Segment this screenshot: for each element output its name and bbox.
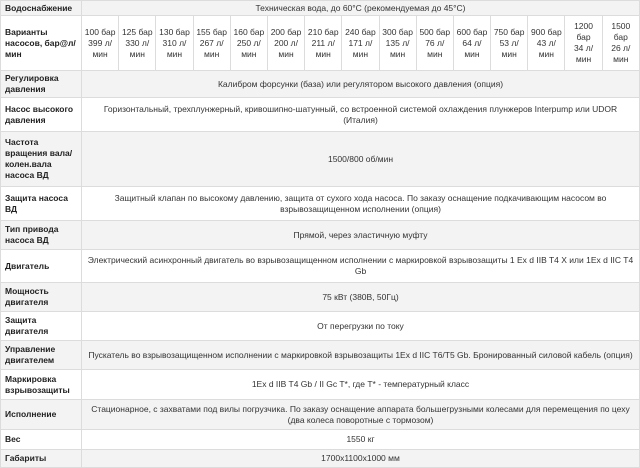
spec-value: 75 кВт (380В, 50Гц) — [82, 283, 640, 312]
spec-label: Управление двигателем — [1, 341, 82, 370]
spec-row-dimensions — [1, 450, 640, 468]
spec-value: 1700x1100x1000 мм — [82, 450, 640, 468]
pump-flow: 310 л/мин — [162, 37, 187, 59]
pump-pressure: 155 бар — [196, 26, 227, 37]
pump-flow: 330 л/мин — [125, 37, 150, 59]
pump-option-cell — [193, 16, 230, 71]
spec-label: Защита двигателя — [1, 312, 82, 341]
pump-flow: 250 л/мин — [236, 37, 261, 59]
spec-row-explosion-marking — [1, 370, 640, 400]
pump-option-cell — [416, 16, 453, 71]
spec-value: Защитный клапан по высокому давлению, защита от сухого хода насоса. По заказу оснащение подкачивающим насосом во взрывозащищенном исполнении (опция) — [82, 187, 640, 221]
pump-option-cell — [453, 16, 490, 71]
pump-pressure: 210 бар — [307, 26, 339, 37]
spec-label: Маркировка взрывозащиты — [1, 370, 82, 400]
pump-pressure: 160 бар — [233, 26, 265, 37]
pump-flow: 76 л/мин — [425, 37, 445, 59]
pump-option-cell — [528, 16, 565, 71]
spec-row-weight — [1, 430, 640, 450]
pump-pressure: 600 бар — [456, 26, 488, 37]
pump-pressure: 500 бар — [419, 26, 451, 37]
pump-option-cell — [565, 16, 602, 71]
pump-flow: 171 л/мин — [348, 37, 373, 59]
spec-label: Насос высокого давления — [1, 98, 82, 132]
pump-option-cell — [156, 16, 193, 71]
spec-row-water — [1, 1, 640, 16]
pump-option-cell — [230, 16, 267, 71]
spec-row-pump-protection — [1, 187, 640, 221]
pump-flow: 26 л/мин — [611, 43, 631, 64]
pump-flow: 53 л/мин — [499, 37, 519, 59]
pump-flow: 34 л/мин — [573, 43, 594, 64]
spec-row-pumps — [1, 16, 640, 71]
spec-row-hp-pump — [1, 98, 640, 132]
spec-value: 1Ex d IIB T4 Gb / II Gc T*, где T* - температурный класс — [82, 370, 640, 400]
spec-value: От перегрузки по току — [82, 312, 640, 341]
spec-row-shaft-speed — [1, 132, 640, 187]
spec-value: Стационарное, с захватами под вилы погрузчика. По заказу оснащение аппарата большегрузными колесами для перемещения по цеху (два колеса поворотные с тормозом) — [82, 400, 640, 430]
spec-value: Электрический асинхронный двигатель во взрывозащищенном исполнении с маркировкой взрывозащиты 1 Ex d IIB T4 X или 1Ex d IIC T4 Gb — [82, 250, 640, 283]
pump-option-cell — [82, 16, 119, 71]
pump-pressure: 1200 бар — [574, 21, 593, 42]
pump-option-cell — [119, 16, 156, 71]
pump-flow: 64 л/мин — [462, 37, 482, 59]
spec-row-drive-type — [1, 221, 640, 250]
pump-pressure: 300 бар — [382, 26, 413, 37]
pump-flow: 135 л/мин — [385, 37, 410, 59]
pump-pressure: 100 бар — [84, 26, 116, 37]
spec-value: Техническая вода, до 60°С (рекомендуемая до 45°С) — [82, 1, 640, 16]
pump-flow: 43 л/мин — [536, 37, 556, 59]
spec-row-motor-protection — [1, 312, 640, 341]
spec-label: Габариты — [1, 450, 82, 468]
spec-row-motor-control — [1, 341, 640, 370]
spec-label: Тип привода насоса ВД — [1, 221, 82, 250]
spec-row-pressure-regulation — [1, 71, 640, 98]
pump-pressure: 240 бар — [345, 26, 376, 37]
pump-pressure: 750 бар — [493, 26, 525, 37]
pump-option-cell — [602, 16, 639, 71]
spec-value: Горизонтальный, трехплунжерный, кривошипно-шатунный, со встроенной системой охлаждения плунжеров Interpump или UDOR (Италия) — [82, 98, 640, 132]
spec-label: Вес — [1, 430, 82, 450]
pump-pressure: 900 бар — [531, 26, 562, 37]
spec-row-motor-power — [1, 283, 640, 312]
pump-pressure: 200 бар — [270, 26, 302, 37]
spec-label: Водоснабжение — [1, 1, 82, 16]
pump-option-cell — [267, 16, 304, 71]
spec-label: Регулировка давления — [1, 71, 82, 98]
spec-row-motor — [1, 250, 640, 283]
pump-option-cell — [342, 16, 379, 71]
spec-value: Калибром форсунки (база) или регулятором высокого давления (опция) — [82, 71, 640, 98]
pump-pressure: 130 бар — [159, 26, 190, 37]
spec-label: Защита насоса ВД — [1, 187, 82, 221]
pump-option-cell — [305, 16, 342, 71]
spec-value: 1500/800 об/мин — [82, 132, 640, 187]
spec-row-execution — [1, 400, 640, 430]
spec-label: Исполнение — [1, 400, 82, 430]
pump-flow: 200 л/мин — [274, 37, 298, 59]
spec-value: Прямой, через эластичную муфту — [82, 221, 640, 250]
pump-flow: 211 л/мин — [311, 37, 335, 59]
pump-flow: 267 л/мин — [199, 37, 224, 59]
pump-pressure: 1500 бар — [611, 21, 631, 42]
pump-flow: 399 л/мин — [88, 37, 113, 59]
spec-label: Мощность двигателя — [1, 283, 82, 312]
spec-label: Двигатель — [1, 250, 82, 283]
spec-value: 1550 кг — [82, 430, 640, 450]
pump-pressure: 125 бар — [121, 26, 153, 37]
spec-value: Пускатель во взрывозащищенном исполнении с маркировкой взрывозащиты 1Ex d IIC T6/T5 Gb. Бронированный силовой кабель (опция) — [82, 341, 640, 370]
spec-label: Частота вращения вала/колен.вала насоса ВД — [1, 132, 82, 187]
pump-option-cell — [379, 16, 416, 71]
spec-label: Варианты насосов, бар@л/мин — [1, 16, 82, 71]
pump-option-cell — [491, 16, 528, 71]
